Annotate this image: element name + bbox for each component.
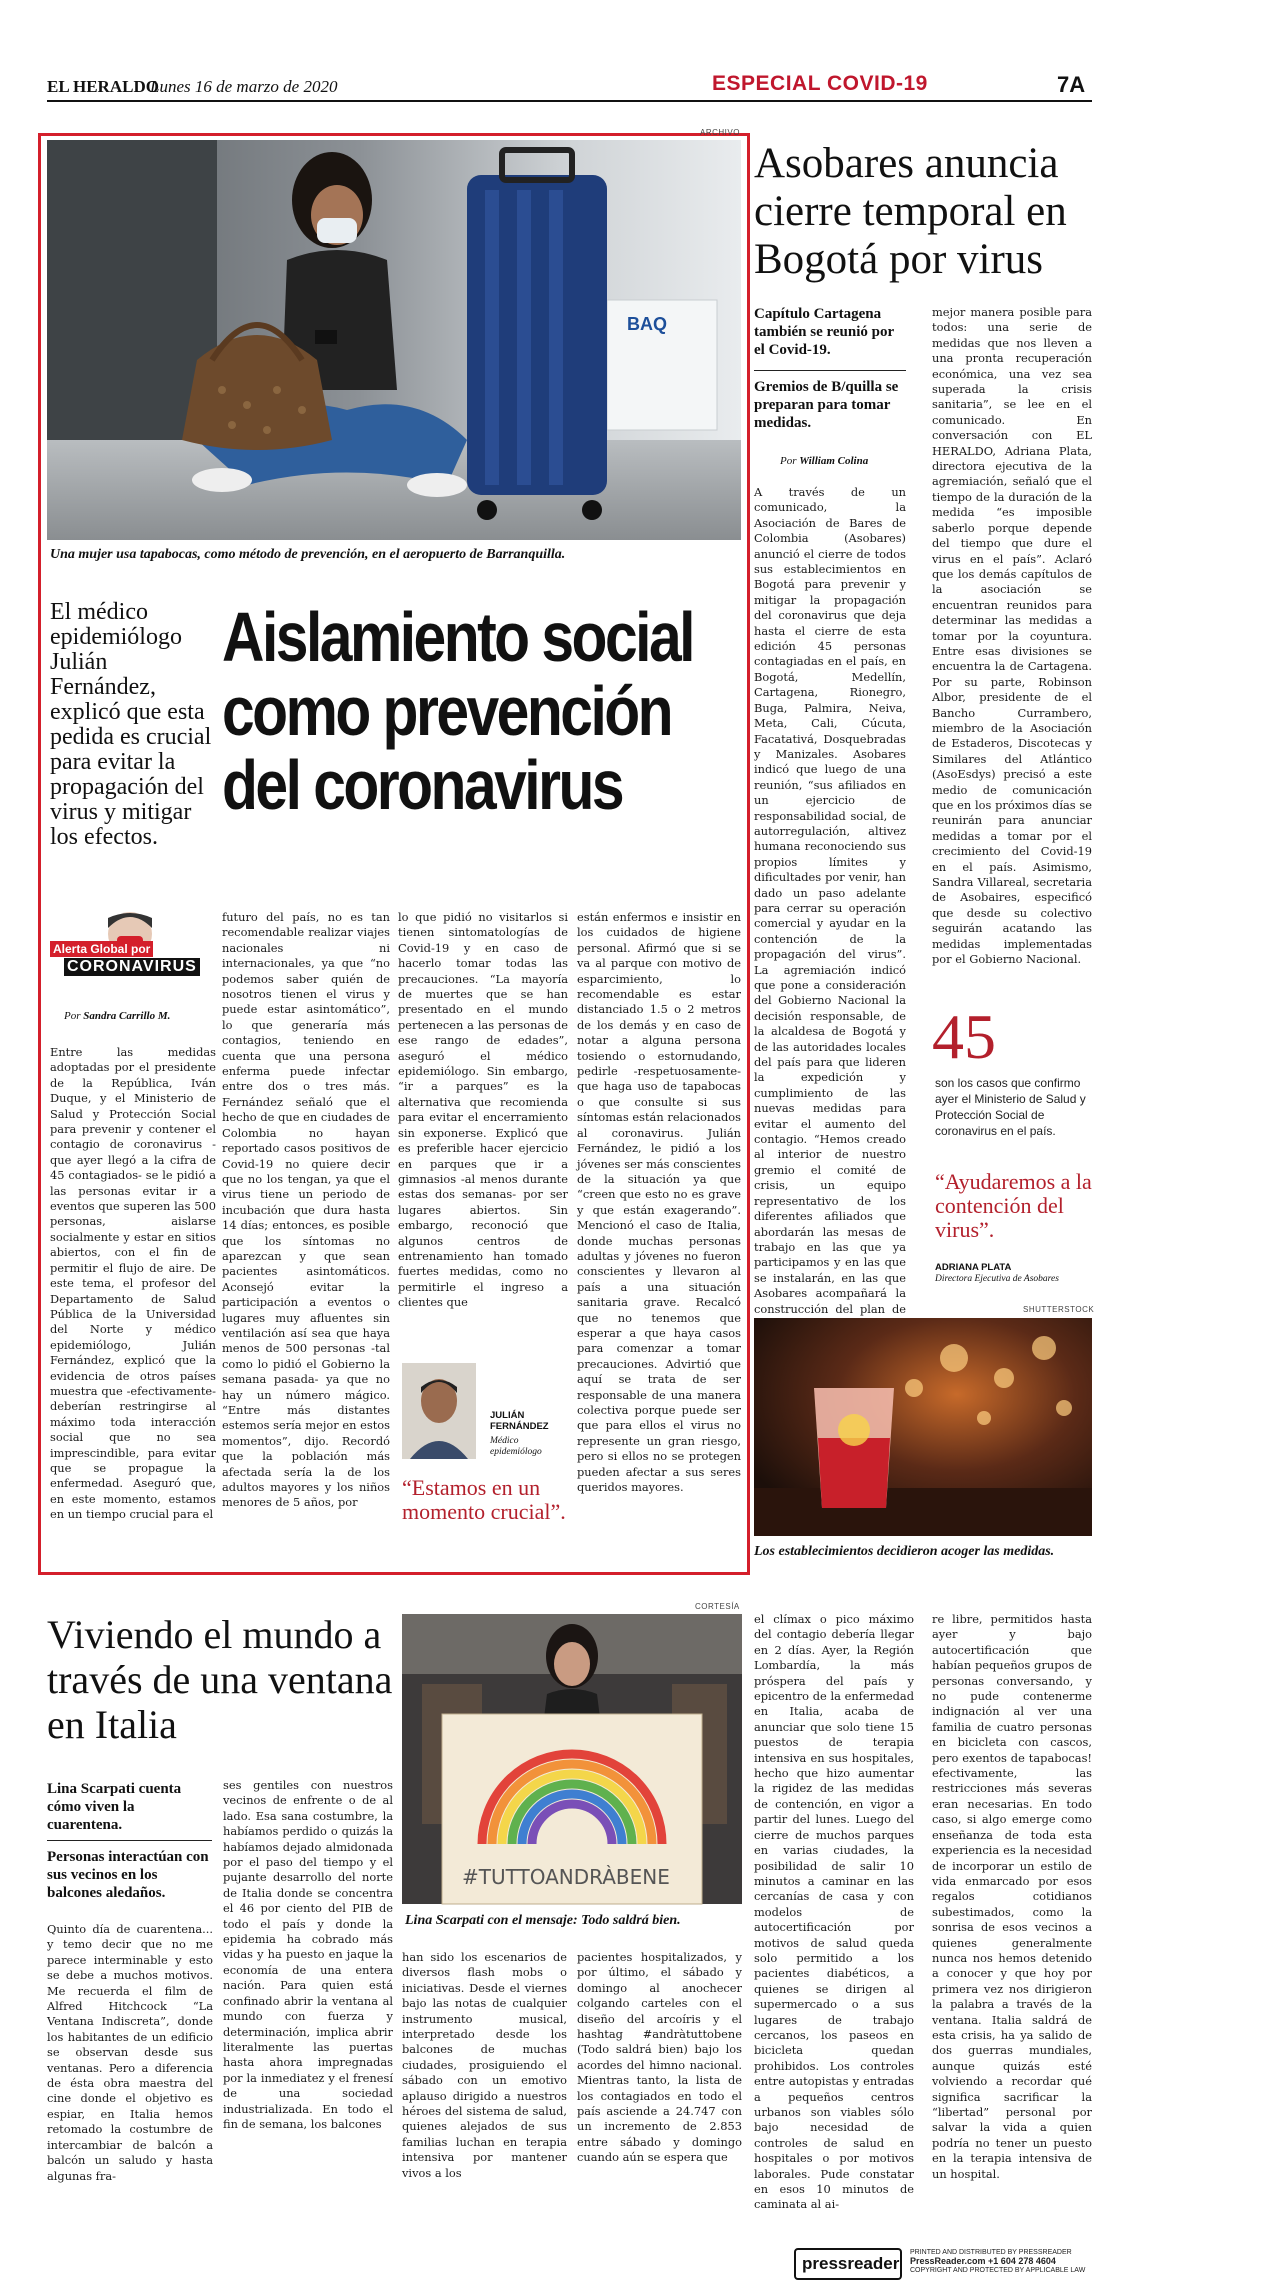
main-pull-quote: “Estamos en un momento crucial”. — [402, 1475, 566, 1524]
pressreader-logo[interactable]: pressreader — [794, 2248, 902, 2280]
italia-sub-2: Personas interactúan con sus vecinos en los balcones aledaños. — [47, 1849, 209, 1901]
coronavirus-label: CORONAVIRUS — [64, 958, 200, 976]
italia-body-col-6: re libre, permitidos hasta ayer y bajo autocertificación que habían pequeños grupos de personas conversando, y no pude contenerme indignación al ver una familia de cuatro personas en bicicleta con cascos, pero exentos de tapabocas! efectivamente, las restricciones más severas eran necesarias. En todo caso, si algo emerge como enseñanza de toda esta experiencia es la necesidad de incorporar un estilo de vida enmarcado por esos regalos cotidianos subestimados, como la sonrisa de esos vecinos a quienes generalmente nunca nos hemos detenido a conocer y que hoy por primera vez nos dirigieron la palabra a través de la ventana. Italia saldrá de esta crisis, ha ya salido de dos guerras mundiales, aunque quizás esté volviendo a recordar qué significa sacrificar la “libertad” personal por salvar la vida a quien podría no tener un puesto en la terapia intensiva de un hospital. — [932, 1612, 1092, 2181]
stat-number: 45 — [932, 1001, 996, 1072]
sign-hashtag: #TUTTOANDRÀBENE — [462, 1865, 670, 1889]
stat-text: son los casos que confirmo ayer el Ministerio de Salud y Protección Social de coronavirus en el país. — [935, 1076, 1086, 1138]
main-body-col-2: futuro del país, no es tan recomendable realizar viajes nacionales ni internacionales, ya que “no podemos saber quién de nosotros tienen el virus y puede estar asintomático”, lo que generaría más contagios, teniendo en cuenta que una persona enferma puede infectar entre dos o tres más. Fernández señaló que el hecho de que en ciudades de Colombia no hayan reportado casos positivos de Covid-19 no quiere decir que no los tengan, ya que el virus tiene un periodo de incubación que dura hasta 14 días; entonces, es posible que los síntomas no aparezcan y que sean pacientes asintomáticos. Aconsejó evitar la participación a eventos o lugares muy afluentes sin ventilación así sea que haya menos de 500 personas -tal como lo pidió el Gobierno la semana pasada- ya que no hay un número mágico. “Entre más distantes estemos sería mejor en estos momentos”, dijo. Recordó que la población más afectada sería la de los adultos mayores y los niños menores de 5 años, por — [222, 910, 390, 1510]
asobares-headline: Asobares anuncia cierre temporal en Bogotá por virus — [754, 140, 1067, 283]
italia-photo-credit: CORTESÍA — [695, 1602, 740, 1611]
main-body-col-1: Entre las medidas adoptadas por el presidente de la República, Iván Duque, y el Ministerio de Salud y Protección Social para prevenir y contener el contagio de coronavirus -que ayer llegó a la cifra de 45 contagiados- se le pidió a las personas evitar ir a eventos que superen las 500 personas, aislarse socialmente y estar en sitios abiertos, con el fin de permitir el flujo de aire. De este tema, el profesor del Departamento de Salud Pública de la Universidad del Norte y médico epidemiólogo, Julián Fernández, explicó que la evidencia de otros países muestra que -efectivamente- deberían restringirse al máximo toda interacción social que no sea imprescindible, para evitar que se propague la enfermedad. Aseguró que, en este momento, estamos en un tiempo crucial para el — [50, 1045, 216, 1522]
italia-sub-divider — [47, 1840, 212, 1841]
coronavirus-alert-logo — [50, 908, 210, 976]
footer-line-2: PressReader.com +1 604 278 4604 — [910, 2256, 1056, 2266]
quote-role: Directora Ejecutiva de Asobares — [935, 1274, 1059, 1284]
italia-body-col-1: Quinto día de cuarentena... y temo decir que no me parece interminable y esto se debe a muchos motivos. Me recuerda el film de Alfred Hitchcock “La Ventana Indiscreta”, donde los habitantes de un edificio se observan desde sus ventanas. Pero a diferencia de ésta obra maestra del cine donde el objetivo es espiar, en Italia hemos retomado la costumbre de intercambiar de balcón a balcón un saludo y hasta algunas fra- — [47, 1922, 213, 2183]
header-rule — [47, 100, 1092, 102]
quote-name: ADRIANA PLATA — [935, 1262, 1012, 1273]
svg-text:BAQ: BAQ — [627, 314, 667, 334]
issue-date: Lunes 16 de marzo de 2020 — [150, 77, 338, 96]
asobares-sub-1: Capítulo Cartagena también se reunió por el Covid-19. — [754, 306, 894, 358]
footer-line-1: PRINTED AND DISTRIBUTED BY PRESSREADER — [910, 2249, 1072, 2256]
asobares-body-col-1: A través de un comunicado, la Asociación de Bares de Colombia (Asobares) anunció el cierre de todos sus establecimientos en Bogotá para prevenir y mitigar la propagación del coronavirus que deja hasta el cierre de esta edición 45 personas contagiadas en el país, en Bogotá, Medellín, Cartagena, Rionegro, Buga, Palmira, Neiva, Meta, Cali, Cúcuta, Facatativá, Dosquebradas y Manizales. Asobares indicó que luego de una reunión, “sus afiliados en un ejercicio de responsabilidad social, de autorregulación, altivez humana reconociendo sus propios límites y dificultades por venir, han dado un paso adelante para cerrar su operación comercial y ayudar en la contención de la propagación del virus”. La agremiación indicó que pone a consideración del Gobierno Nacional la decisión responsable, de la alcaldesa de Bogotá y de las autoridades locales del país para que lideren la expedición y cumplimiento de las nuevas medidas para evitar el aumento del contagio. “Hemos creado al interior de nuestro gremio el comité de crisis, un equipo representativo de los diferentes afiliados que abordarán las mesas de trabajo en las que ya participamos y en las que se instalarán, en las que Asobares acompañará la construcción del plan de — [754, 485, 906, 1316]
alerta-label: Alerta Global por — [50, 941, 153, 957]
person-name: JULIÁN FERNÁNDEZ — [490, 1410, 549, 1432]
italia-photo-caption: Lina Scarpati con el mensaje: Todo saldrá bien. — [405, 1913, 681, 1928]
footer-line-3: COPYRIGHT AND PROTECTED BY APPLICABLE LAW — [910, 2267, 1086, 2274]
main-headline: Aislamiento social como prevención del coronavirus — [222, 598, 693, 824]
section-title: ESPECIAL COVID-19 — [712, 72, 928, 95]
bar-photo-caption: Los establecimientos decidieron acoger las medidas. — [754, 1544, 1055, 1559]
italia-sub-1: Lina Scarpati cuenta cómo viven la cuarentena. — [47, 1781, 182, 1833]
julian-fernandez-photo — [402, 1363, 476, 1459]
main-deck: El médico epidemiólogo Julián Fernández, explicó que esta pedida es crucial para evitar la propagación del virus y mitigar los efectos. — [50, 599, 212, 850]
rainbow-sign-photo — [402, 1614, 742, 1904]
main-byline: Por Sandra Carrillo M. — [64, 1010, 171, 1022]
italia-headline: Viviendo el mundo a través de una ventana en Italia — [47, 1612, 393, 1747]
asobares-byline-author: William Colina — [799, 455, 869, 467]
main-body-col-4: están enfermos e insistir en los cuidados de higiene personal. Afirmó que si se va al parque con motivo de esparcimiento, lo recomendable es estar distanciado 1.5 o 2 metros de los demás y en caso de notar a alguna persona tosiendo o estornudando, pedirle -respetuosamente- que haga uso de tapabocas o que consulte si sus síntomas están relacionados al coronavirus. Julián Fernández, le pidió a los jóvenes ser más conscientes de la situación ya que “creen que esto no es grave y que están exagerando”. Mencionó el caso de Italia, donde muchas personas adultas y jóvenes no fueron conscientes y llevaron al país a una situación sanitaria grave. Recalcó que no tenemos que esperar a que haya casos para comenzar a tomar precauciones. Advirtió que aquí se trata de ser responsable de una manera colectiva porque puede ser que para ellos el virus no represente un gran riesgo, pero si ellos no se protegen pueden afectar a sus seres queridos mayores. — [577, 910, 741, 1495]
asobares-byline: Por William Colina — [780, 455, 869, 467]
italia-body-col-5: el clímax o pico máximo del contagio debería llegar en 2 días. Ayer, la Región Lombardía, la más próspera del país y epicentro de la enfermedad en Italia, acaba de anunciar que solo tiene 15 puestos de terapia intensiva en sus hospitales, hecho que hizo aumentar la rigidez de las medidas de contención, en vigor a partir del lunes. Luego del cierre de muchos parques en varias ciudades, la posibilidad de salir 10 minutos a caminar en las cercanías de casa y con modelos de autocertificación por motivos de salud queda solo permitido a los pacientes diabéticos, a quienes se dirigen al supermercado o a sus lugares de trabajo cercanos, los paseos en bicicleta quedan prohibidos. Los controles entre autopistas y entradas a pequeños centros urbanos son viables sólo bajo necesidad de controles de salud en hospitales o por motivos laborales. Pude constatar en esos 10 minutos de caminata al ai- — [754, 1612, 914, 2212]
main-body-col-3: lo que pidió no visitarlos si tienen sintomatologías de Covid-19 y en caso de hacerlo tomar todas las precauciones. “La mayoría de muertes que se han presentado en el mundo pertenecen a las personas de ese rango de edades”, aseguró el médico epidemiólogo. Sin embargo, “ir a parques” es la alternativa que recomienda para evitar el encerramiento sin exponerse. Explicó que es preferible hacer ejercicio en parques que ir a gimnasios -al menos durante estas dos semanas- por ser lugares abiertos. Sin embargo, reconoció que algunos centros de entrenamiento han tomado fuertes medidas, como no permitirle el ingreso a clientes que — [398, 910, 568, 1310]
main-byline-author: Sandra Carrillo M. — [83, 1010, 171, 1022]
asobares-body-col-2: mejor manera posible para todos: una serie de medidas que nos lleven a una pronta recuperación económica, una vez sea superada la crisis sanitaria”, se lee en el comunicado. En conversación con EL HERALDO, Adriana Plata, directora ejecutiva de la agremiación, señaló que el tiempo de la duración de la medida “es imposible saberlo porque depende del tiempo que dure el virus en el país”. Aclaró que los demás capítulos de la asociación se encuentran reunidos para determinar las medidas a tomar por la coyuntura. Entre esas divisiones se encuentra la de Cartagena. Por su parte, Robinson Albor, presidente de el Bancho Currambero, miembro de la Asociación de Estaderos, Discotecas y Similares del Atlántico (AsoEsdys) precisó a este medio de comunicación que en los próximos días se reunirán para anunciar medidas a tomar por el crecimiento del Covid-19 en el país. Asimismo, Sandra Villareal, secretaria de Asobaires, especificó que desde su colectivo seguirán acatando las medidas implementadas por el Gobierno Nacional. — [932, 305, 1092, 967]
newspaper-name: EL HERALDO — [47, 77, 159, 96]
italia-body-col-3: han sido los escenarios de diversos flash mobs o iniciativas. Desde el viernes bajo las notas de cualquier instrumento musical, interpretado desde los balcones de muchas ciudades, prosiguiendo el sábado con un emotivo aplauso dirigido a nuestros héroes del sistema de salud, quienes alejados de sus familias luchan en terapia intensiva por mantener vivos a los — [402, 1950, 567, 2180]
pressreader-info — [910, 2248, 1092, 2275]
person-role: Médico epidemiólogo — [490, 1436, 542, 1457]
asobares-sub-2: Gremios de B/quilla se preparan para tomar medidas. — [754, 379, 899, 431]
bar-drink-photo — [754, 1318, 1092, 1536]
asobares-pull-quote: “Ayudaremos a la contención del virus”. — [935, 1169, 1092, 1242]
airport-woman-photo — [47, 140, 741, 540]
italia-body-col-2: ses gentiles con nuestros vecinos de enfrente o de al lado. Esa sana costumbre, la habíamos perdido o quizás la habíamos dejado almidonada por el paso del tiempo y el pujante desarrollo del norte de Italia donde se concentra el 46 por ciento del PIB de todo el país y donde la epidemia ha cobrado más vidas y ha puesto en jaque la economía de una entera nación. Para quien está confinado abrir la ventana al mundo con fuerza y determinación, implica abrir literalmente las puertas hasta ahora impregnadas por la inmediatez y el frenesí de una sociedad industrializada. En todo el fin de semana, los balcones — [223, 1778, 393, 2131]
main-photo-caption: Una mujer usa tapabocas, como método de prevención, en el aeropuerto de Barranquilla. — [50, 547, 566, 562]
italia-body-col-4: pacientes hospitalizados, y por último, el sábado y domingo al anochecer colgando carteles con el diseño del arcoíris y el hashtag #andràtuttobene (Todo saldrá bien) bajo los acordes del himno nacional. Mientras tanto, la lista de los contagiados en todo el país asciende a 24.747 con un incremento de 2.853 entre sábado y domingo cuando aún se espera que — [577, 1950, 742, 2165]
main-photo-credit: ARCHIVO — [700, 128, 740, 137]
page-number: 7A — [1057, 72, 1086, 97]
bar-photo-credit: SHUTTERSTOCK — [1023, 1305, 1095, 1314]
sub-divider — [754, 370, 906, 371]
